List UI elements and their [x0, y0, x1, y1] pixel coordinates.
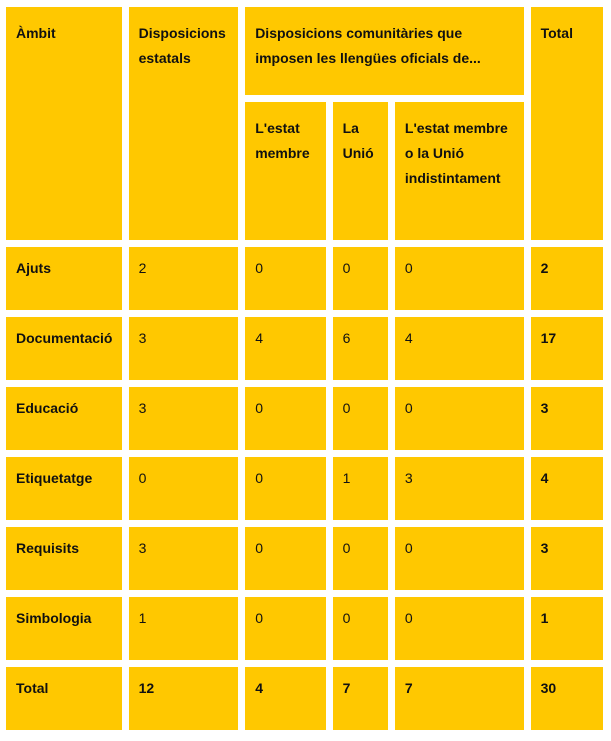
- cell-estat-membre: 0: [245, 597, 325, 660]
- cell-unio: 6: [333, 317, 388, 380]
- table-row: [6, 247, 603, 310]
- row-ambit: Ajuts: [6, 247, 122, 310]
- table-row: [6, 387, 603, 450]
- cell-indistint: 0: [395, 527, 524, 590]
- cell-indistint: 0: [395, 247, 524, 310]
- cell-estatals: 3: [129, 527, 239, 590]
- cell-estatals: 1: [129, 597, 239, 660]
- row-ambit: Requisits: [6, 527, 122, 590]
- total-indistint: 7: [395, 667, 524, 730]
- table-row: [6, 527, 603, 590]
- row-ambit: Simbologia: [6, 597, 122, 660]
- row-ambit: Documentació: [6, 317, 122, 380]
- cell-indistint: 4: [395, 317, 524, 380]
- cell-total: 1: [531, 597, 603, 660]
- cell-estat-membre: 0: [245, 457, 325, 520]
- cell-total: 3: [531, 387, 603, 450]
- header-total: Total: [531, 7, 603, 240]
- cell-unio: 0: [333, 387, 388, 450]
- table-row: [6, 597, 603, 660]
- header-comunitaries-group: Disposicions comunitàries que imposen les llengües oficials de...: [245, 7, 523, 95]
- total-unio: 7: [333, 667, 388, 730]
- table-row: [6, 457, 603, 520]
- cell-estat-membre: 0: [245, 387, 325, 450]
- cell-indistint: 0: [395, 387, 524, 450]
- cell-estatals: 3: [129, 387, 239, 450]
- cell-estat-membre: 4: [245, 317, 325, 380]
- cell-total: 3: [531, 527, 603, 590]
- cell-unio: 0: [333, 247, 388, 310]
- row-ambit: Educació: [6, 387, 122, 450]
- cell-unio: 1: [333, 457, 388, 520]
- cell-estatals: 3: [129, 317, 239, 380]
- cell-unio: 0: [333, 527, 388, 590]
- header-disposicions-estatals: Disposicions estatals: [129, 7, 239, 240]
- header-indistintament: L'estat membre o la Unió indistintament: [395, 102, 524, 240]
- total-estat-membre: 4: [245, 667, 325, 730]
- cell-total: 2: [531, 247, 603, 310]
- cell-indistint: 0: [395, 597, 524, 660]
- totals-row: [6, 667, 603, 730]
- cell-total: 4: [531, 457, 603, 520]
- table-row: [6, 317, 603, 380]
- header-estat-membre: L'estat membre: [245, 102, 325, 240]
- cell-estatals: 2: [129, 247, 239, 310]
- cell-indistint: 3: [395, 457, 524, 520]
- total-grand: 30: [531, 667, 603, 730]
- totals-label: Total: [6, 667, 122, 730]
- cell-estatals: 0: [129, 457, 239, 520]
- cell-total: 17: [531, 317, 603, 380]
- cell-estat-membre: 0: [245, 247, 325, 310]
- cell-estat-membre: 0: [245, 527, 325, 590]
- header-la-unio: La Unió: [333, 102, 388, 240]
- cell-unio: 0: [333, 597, 388, 660]
- row-ambit: Etiquetatge: [6, 457, 122, 520]
- header-ambit: Àmbit: [6, 7, 122, 240]
- total-estatals: 12: [129, 667, 239, 730]
